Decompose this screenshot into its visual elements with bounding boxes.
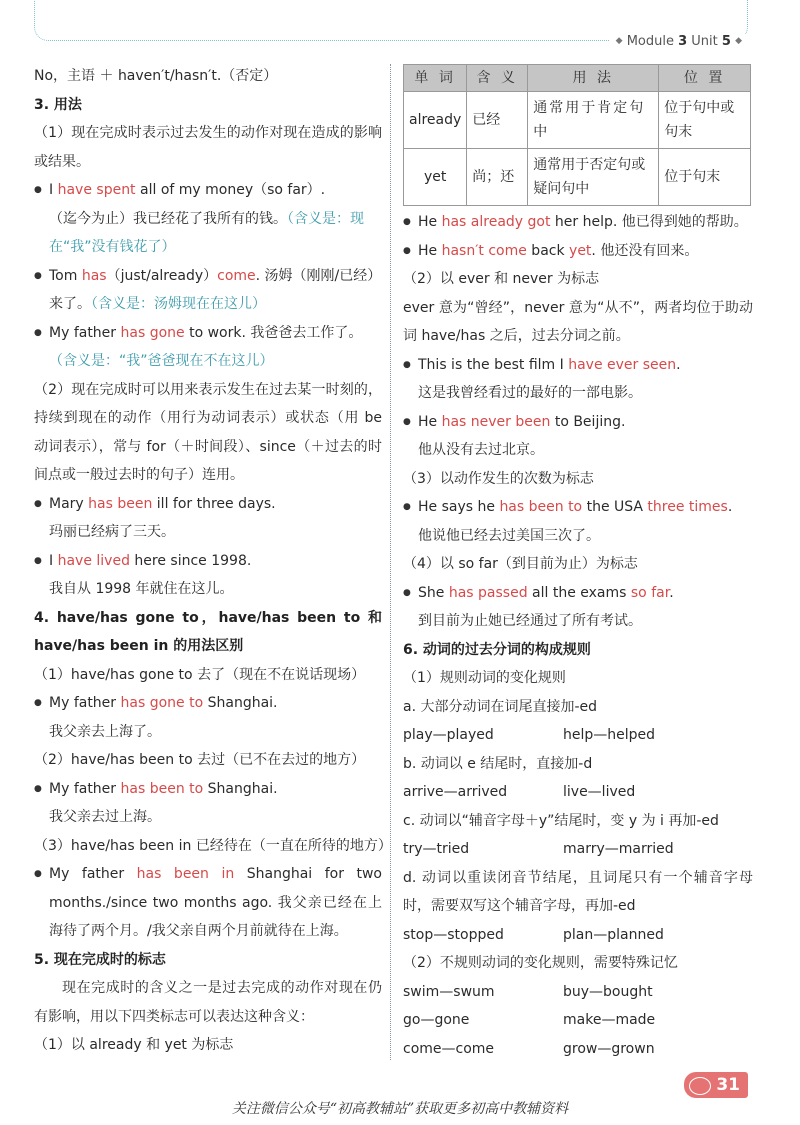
irregular-examples-1: swim—swum buy—bought	[403, 983, 653, 1000]
example-hasnt-come-yet: ● He hasn′t come back yet. 他还没有回来。	[403, 237, 753, 266]
right-column	[403, 62, 753, 1063]
markers-intro-paragraph: 现在完成时的含义之一是过去完成的动作对现在仍有影响，用以下四类标志可以表达这种含义：	[34, 980, 382, 1025]
usage-1-paragraph: （1）现在完成时表示过去发生的动作对现在造成的影响或结果。	[34, 125, 382, 170]
example-been-to-translation: 我父亲去过上海。	[49, 809, 161, 825]
table-cell: 尚；还	[467, 149, 528, 206]
diamond-icon: ◆	[615, 36, 623, 46]
example-mary-ill-translation: 玛丽已经病了三天。	[49, 524, 175, 540]
example-has-gone-note: （含义是：“我”爸爸现在不在这儿）	[49, 353, 274, 369]
table-cell: 位于句中或句末	[659, 92, 751, 149]
example-so-far-translation: 到目前为止她已经通过了所有考试。	[418, 613, 642, 629]
table-header: 含 义	[467, 65, 528, 92]
leaf-icon	[689, 1077, 711, 1095]
table-header: 用 法	[528, 65, 659, 92]
table-cell: 通常用于肯定句中	[528, 92, 659, 149]
example-tom-come: ● Tom has（just/already）come. 汤姆（刚刚/已经）	[34, 262, 382, 291]
already-yet-heading: （1）以 already 和 yet 为标志	[34, 1037, 234, 1053]
footer-note: 关注微信公众号“初高教辅站”获取更多初高中教辅资料	[231, 1101, 569, 1117]
example-tom-come-translation: 来了。（含义是：汤姆现在在这儿）	[49, 296, 266, 312]
page-number-badge	[684, 1072, 748, 1098]
example-have-lived: ● I have lived here since 1998.	[34, 547, 382, 576]
table-cell: yet	[404, 149, 467, 206]
example-have-ever-seen: ● This is the best film I have ever seen.	[403, 351, 753, 380]
diamond-icon: ◆	[735, 36, 742, 46]
been-to-rule: （2）have/has been to 去过（已不在去过的地方）	[34, 752, 366, 768]
rule-a-examples: play—played help—helped	[403, 727, 656, 743]
rule-c: c. 动词以“辅音字母＋y”结尾时，变 y 为 i 再加-ed	[403, 812, 719, 829]
irregular-examples-3: come—come grow—grown	[403, 1040, 655, 1057]
example-gone-to-translation: 我父亲去上海了。	[49, 723, 161, 740]
gone-to-rule: （1）have/has gone to 去了（现在不在说话现场）	[34, 666, 366, 683]
module-prefix: Module	[626, 34, 679, 49]
irregular-examples-2: go—gone make—made	[403, 1012, 656, 1028]
negative-form-line: No，主语 ＋ haven′t/hasn′t.（否定）	[34, 68, 278, 84]
table-row	[404, 92, 751, 149]
rule-a: a. 大部分动词在词尾直接加-ed	[403, 698, 598, 715]
already-yet-table	[403, 64, 751, 206]
ever-never-heading: （2）以 ever 和 never 为标志	[403, 271, 600, 287]
unit-number: 5	[721, 34, 731, 49]
example-have-spent-translation: （迄今为止）我已经花了我所有的钱。（含义是：现	[49, 210, 364, 227]
table-cell: already	[404, 92, 467, 149]
column-divider	[390, 64, 391, 1060]
been-in-rule: （3）have/has been in 已经待在（一直在所待的地方）	[34, 837, 392, 854]
table-row	[404, 149, 751, 206]
usage-2-paragraph: （2）现在完成时可以用来表示发生在过去某一时刻的，持续到现在的动作（用行为动词表示）或状态（用 be 动词表示），常与 for（＋时间段）、since（＋过去的时间点或一般过去时的句子）连用。	[34, 381, 382, 483]
module-number: 3	[678, 34, 688, 49]
regular-verbs-heading: （1）规则动词的变化规则	[403, 670, 566, 686]
table-cell: 通常用于否定句或疑问句中	[528, 149, 659, 206]
rule-b-examples: arrive—arrived live—lived	[403, 784, 636, 800]
example-has-never-been-translation: 他从没有去过北京。	[418, 442, 544, 458]
ever-never-paragraph: ever 意为“曾经”，never 意为“从不”，两者均位于助动词 have/has 之后，过去分词之前。	[403, 299, 753, 344]
rule-d-examples: stop—stopped plan—planned	[403, 926, 664, 943]
page-number: 31	[716, 1075, 740, 1095]
irregular-verbs-heading: （2）不规则动词的变化规则，需要特殊记忆	[403, 955, 678, 971]
example-have-spent-note: 在“我”没有钱花了）	[49, 239, 176, 255]
rule-d: d. 动词以重读闭音节结尾，且词尾只有一个辅音字母时，需要双写这个辅音字母，再加-ed	[403, 869, 753, 914]
table-cell: 位于句末	[659, 149, 751, 206]
example-mary-ill: ● Mary has been ill for three days.	[34, 490, 382, 519]
example-has-already-got: ● He has already got her help. 他已得到她的帮助。	[403, 208, 753, 237]
section-3-heading: 3. 用法	[34, 96, 82, 113]
table-header: 位 置	[659, 65, 751, 92]
section-4-heading: 4. have/has gone to，have/has been to 和 have/has been in 的用法区别	[34, 609, 382, 654]
example-has-never-been: ● He has never been to Beijing.	[403, 408, 753, 437]
unit-word: Unit	[687, 34, 722, 49]
left-column	[34, 62, 392, 1060]
example-three-times-translation: 他说他已经去过美国三次了。	[418, 527, 600, 544]
example-three-times: ● He says he has been to the USA three times.	[403, 493, 753, 522]
module-unit-label	[610, 34, 748, 49]
table-cell: 已经	[467, 92, 528, 149]
section-5-heading: 5. 现在完成时的标志	[34, 951, 166, 968]
so-far-heading: （4）以 so far（到目前为止）为标志	[403, 556, 638, 572]
example-has-gone: ● My father has gone to work. 我爸爸去工作了。	[34, 319, 382, 348]
example-been-in: ● My father has been in Shanghai for two months./since two months ago. 我父亲已经在上海待了两个月。/我父亲自两个月前就待在上海。	[34, 860, 382, 946]
example-have-spent: ● I have spent all of my money（so far）.	[34, 176, 382, 205]
example-so-far: ● She has passed all the exams so far.	[403, 579, 753, 608]
example-been-to: ● My father has been to Shanghai.	[34, 775, 382, 804]
times-heading: （3）以动作发生的次数为标志	[403, 470, 594, 487]
table-header: 单 词	[404, 65, 467, 92]
example-have-lived-translation: 我自从 1998 年就住在这儿。	[49, 581, 234, 597]
rule-c-examples: try—tried marry—married	[403, 841, 674, 857]
rule-b: b. 动词以 e 结尾时，直接加-d	[403, 755, 593, 772]
example-gone-to: ● My father has gone to Shanghai.	[34, 689, 382, 718]
example-have-ever-seen-translation: 这是我曾经看过的最好的一部电影。	[418, 385, 642, 401]
section-6-heading: 6. 动词的过去分词的构成规则	[403, 641, 591, 658]
